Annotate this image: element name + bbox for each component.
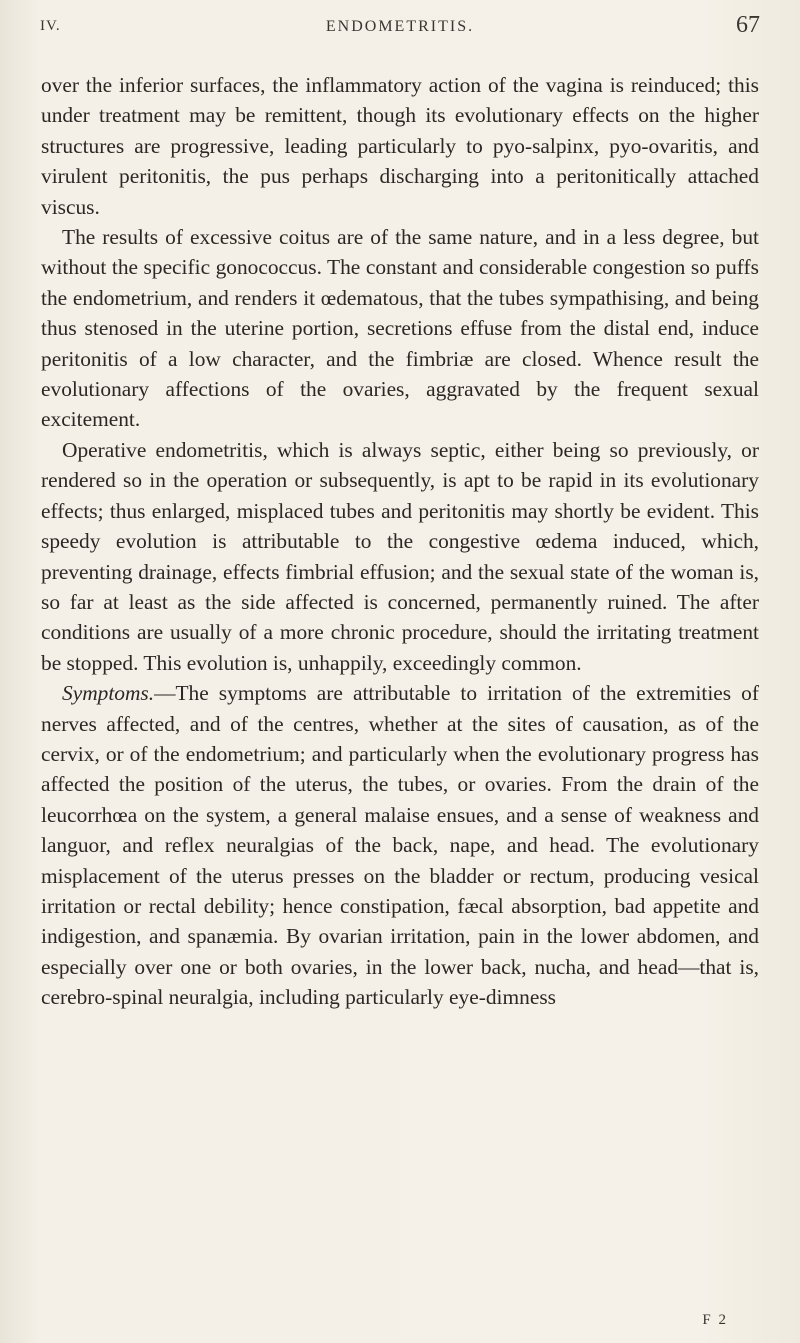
page-number: 67 <box>736 12 760 38</box>
symptoms-heading: Symptoms. <box>62 681 155 706</box>
signature-mark: F 2 <box>702 1312 728 1328</box>
paragraph-coitus: The results of excessive coitus are of the same nature, and in a less degree, but without the specific gonococcus. The constant and considerable congestion so puffs the endometrium, and renders it œdematous, that the tubes sympathising, and being thus stenosed in the uterine portion, secretions effuse from the distal end, induce peritonitis of a low character, and the fimbriæ are closed. Whence result the evolutionary affections of the ovaries, aggravated by the frequent sexual excitement. <box>41 225 759 432</box>
body-text <box>41 70 759 1013</box>
running-header <box>40 10 760 50</box>
paragraph-operative: Operative endometritis, which is always septic, either being so previously, or rendered so in the operation or subsequently, is apt to be rapid in its evolutionary effects; thus enlarged, misplaced tubes and peritonitis may shortly be evident. This speedy evolution is attributable to the congestive œdema induced, which, preventing drainage, effects fimbrial effusion; and the sexual state of the woman is, so far at least as the side affected is concerned, permanently ruined. The after conditions are usually of a more chronic procedure, should the irritating treatment be stopped. This evolution is, unhappily, exceedingly common. <box>41 437 759 675</box>
symptoms-text: —The symptoms are attributable to irritation of the extremities of nerves affected, and of the centres, whether at the sites of causation, as of the cervix, or of the endometrium; and particularly when the evolutionary progress has affected the position of the uterus, the tubes, or ovaries. From the drain of the leucorrhœa on the system, a general malaise ensues, and a sense of weakness and languor, and reflex neuralgias of the back, nape, and head. The evolutionary misplacement of the uterus presses on the bladder or rectum, producing vesical irritation or rectal debility; hence constipation, fæcal absorption, bad appetite and indigestion, and spanæmia. By ovarian irritation, pain in the lower abdomen, and especially over one or both ovaries, in the lower back, nucha, and head—that is, cerebro-spinal neuralgia, including particularly eye-dimness <box>41 681 759 1010</box>
paragraph-symptoms <box>41 678 759 1012</box>
running-title: ENDOMETRITIS. <box>325 18 475 35</box>
paragraph-continued: over the inferior surfaces, the inflammatory action of the vagina is reinduced; this under treatment may be remittent, though its evolutionary effects on the higher structures are progressive, leading particularly to pyo-salpinx, pyo-ovaritis, and virulent peritonitis, the pus perhaps discharging into a peritonitically attached viscus. <box>41 73 759 219</box>
chapter-number: IV. <box>40 18 61 34</box>
